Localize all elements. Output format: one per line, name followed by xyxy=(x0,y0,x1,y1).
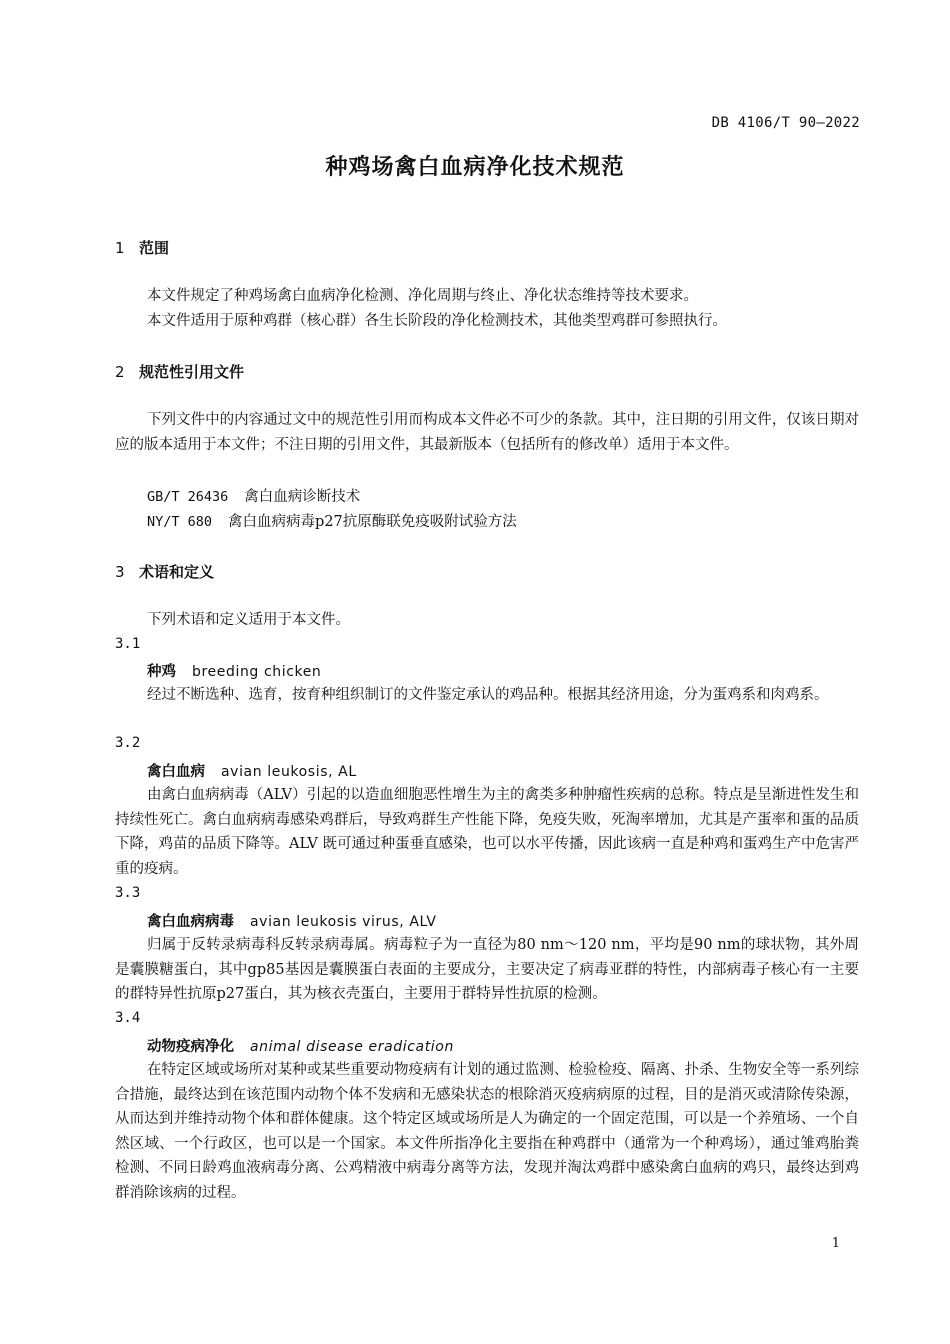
reference-code: NY/T 680 xyxy=(147,514,213,530)
scope-paragraph-2: 本文件适用于原种鸡群（核心群）各生长阶段的净化检测技术，其他类型鸡群可参照执行。 xyxy=(147,313,727,329)
section-title: 术语和定义 xyxy=(139,563,215,581)
references-intro: 下列文件中的内容通过文中的规范性引用而构成本文件必不可少的条款。其中，注日期的引用文件，仅该日期对应的版本适用于本文件；不注日期的引用文件，其最新版本（包括所有的修改单）适用于本文件。 xyxy=(115,412,859,453)
term-entry xyxy=(147,660,321,681)
term-chinese: 禽白血病 xyxy=(147,764,205,780)
clause-number: 3.2 xyxy=(115,735,141,751)
term-english: animal disease eradication xyxy=(250,1039,454,1055)
document-title: 种鸡场禽白血病净化技术规范 xyxy=(325,155,625,180)
section-title: 规范性引用文件 xyxy=(139,363,245,381)
clause-number: 3.3 xyxy=(115,885,141,901)
term-chinese: 禽白血病病毒 xyxy=(147,914,234,930)
standard-number: DB 4106/T 90—2022 xyxy=(711,115,860,131)
term-definition: 在特定区域或场所对某种或某些重要动物疫病有计划的通过监测、检验检疫、隔离、扑杀、生物安全等一系列综合措施，最终达到在该范围内动物个体不发病和无感染状态的根除消灭疫病病原的过程，目的是消灭或清除传染源，从而达到并维持动物个体和群体健康。这个特定区域或场所是人为确定的一个固定范围，可以是一个养殖场、一个自然区域、一个行政区，也可以是一个国家。本文件所指净化主要指在种鸡群中（通常为一个种鸡场），通过雏鸡胎粪检测、不同日龄鸡血液病毒分离、公鸡精液中病毒分离等方法，发现并淘汰鸡群中感染禽白血病的鸡只，最终达到鸡群消除该病的过程。 xyxy=(115,1062,859,1201)
term-chinese: 种鸡 xyxy=(147,664,176,680)
section-1-heading xyxy=(115,237,169,258)
term-entry xyxy=(147,1035,454,1056)
section-number: 3 xyxy=(115,563,125,581)
reference-code: GB/T 26436 xyxy=(147,489,229,505)
section-2-heading xyxy=(115,361,244,382)
section-title: 范围 xyxy=(139,239,170,257)
scope-paragraph-1: 本文件规定了种鸡场禽白血病净化检测、净化周期与终止、净化状态维持等技术要求。 xyxy=(147,288,698,304)
term-chinese: 动物疫病净化 xyxy=(147,1039,234,1055)
term-definition: 归属于反转录病毒科反转录病毒属。病毒粒子为一直径为80 nm～120 nm，平均是90 nm的球状物，其外周是囊膜糖蛋白，其中gp85基因是囊膜蛋白表面的主要成分，主要决定了病毒亚群的特性，内部病毒子核心有一主要的群特异性抗原p27蛋白，其为核衣壳蛋白，主要用于群特异性抗原的检测。 xyxy=(115,937,859,1002)
section-number: 2 xyxy=(115,363,125,381)
term-definition: 由禽白血病病毒（ALV）引起的以造血细胞恶性增生为主的禽类多种肿瘤性疾病的总称。特点是呈渐进性发生和持续性死亡。禽白血病病毒感染鸡群后，导致鸡群生产性能下降，免疫失败，死淘率增加，尤其是产蛋率和蛋的品质下降，鸡苗的品质下降等。ALV 既可通过种蛋垂直感染，也可以水平传播，因此该病一直是种鸡和蛋鸡生产中危害严重的疫病。 xyxy=(115,787,859,877)
section-number: 1 xyxy=(115,239,125,257)
terms-intro: 下列术语和定义适用于本文件。 xyxy=(147,612,350,628)
section-3-heading xyxy=(115,561,214,582)
term-definition: 经过不断选种、选育，按育种组织制订的文件鉴定承认的鸡品种。根据其经济用途，分为蛋鸡系和肉鸡系。 xyxy=(147,687,829,703)
term-entry xyxy=(147,910,437,931)
reference-item xyxy=(147,485,360,506)
term-english: breeding chicken xyxy=(192,664,322,680)
page-number: 1 xyxy=(831,1236,840,1251)
term-entry xyxy=(147,760,357,781)
reference-title: 禽白血病诊断技术 xyxy=(244,489,361,505)
clause-number: 3.4 xyxy=(115,1010,141,1026)
term-english: avian leukosis virus, ALV xyxy=(250,914,437,930)
reference-item xyxy=(147,510,517,531)
reference-title: 禽白血病病毒p27抗原酶联免疫吸附试验方法 xyxy=(228,514,517,530)
term-english: avian leukosis, AL xyxy=(221,764,357,780)
clause-number: 3.1 xyxy=(115,636,141,652)
